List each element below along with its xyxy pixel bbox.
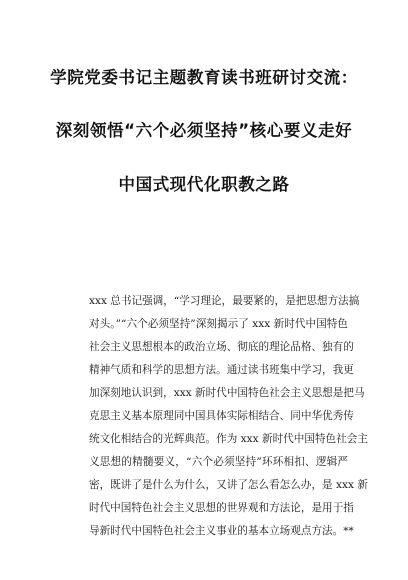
body-paragraph <box>89 290 368 543</box>
title-line-2: 深刻领悟“六个必须坚持”核心要义走好 <box>55 121 353 140</box>
title-line-3: 中国式现代化职教之路 <box>118 175 290 194</box>
body-line: 社会主义思想根本的政治立场、彻底的理论品格、独有的 <box>89 341 354 353</box>
body-line: 精神气质和科学的思想方法。通过读书班集中学习，我更 <box>89 364 354 376</box>
body-line: 时代中国特色社会主义思想的世界观和方法论，是用于指 <box>89 502 354 514</box>
body-line: 统文化相结合的光辉典范。作为 xxx 新时代中国特色社会主 <box>89 433 368 445</box>
body-line: 义思想的精髓要义，“六个必须坚持”环环相扣、逻辑严 <box>89 456 348 468</box>
body-line: 克思主义基本原理同中国具体实际相结合、同中华优秀传 <box>89 410 354 422</box>
body-line: xxx 总书记强调，“学习理论，最要紧的，是把思想方法搞 <box>89 295 360 307</box>
body-line: 加深刻地认识到，xxx 新时代中国特色社会主义思想是把马 <box>89 387 365 399</box>
body-line: 对头。”“六个必须坚持”深刻揭示了 xxx 新时代中国特色 <box>89 318 348 330</box>
title-line-1: 学院党委书记主题教育读书班研讨交流： <box>50 68 358 87</box>
body-line: 密，既讲了是什么为什么，又讲了怎么看怎么办，是 xxx 新 <box>89 479 368 491</box>
body-line: 导新时代中国特色社会主义事业的基本立场观点方法。** <box>89 525 354 537</box>
